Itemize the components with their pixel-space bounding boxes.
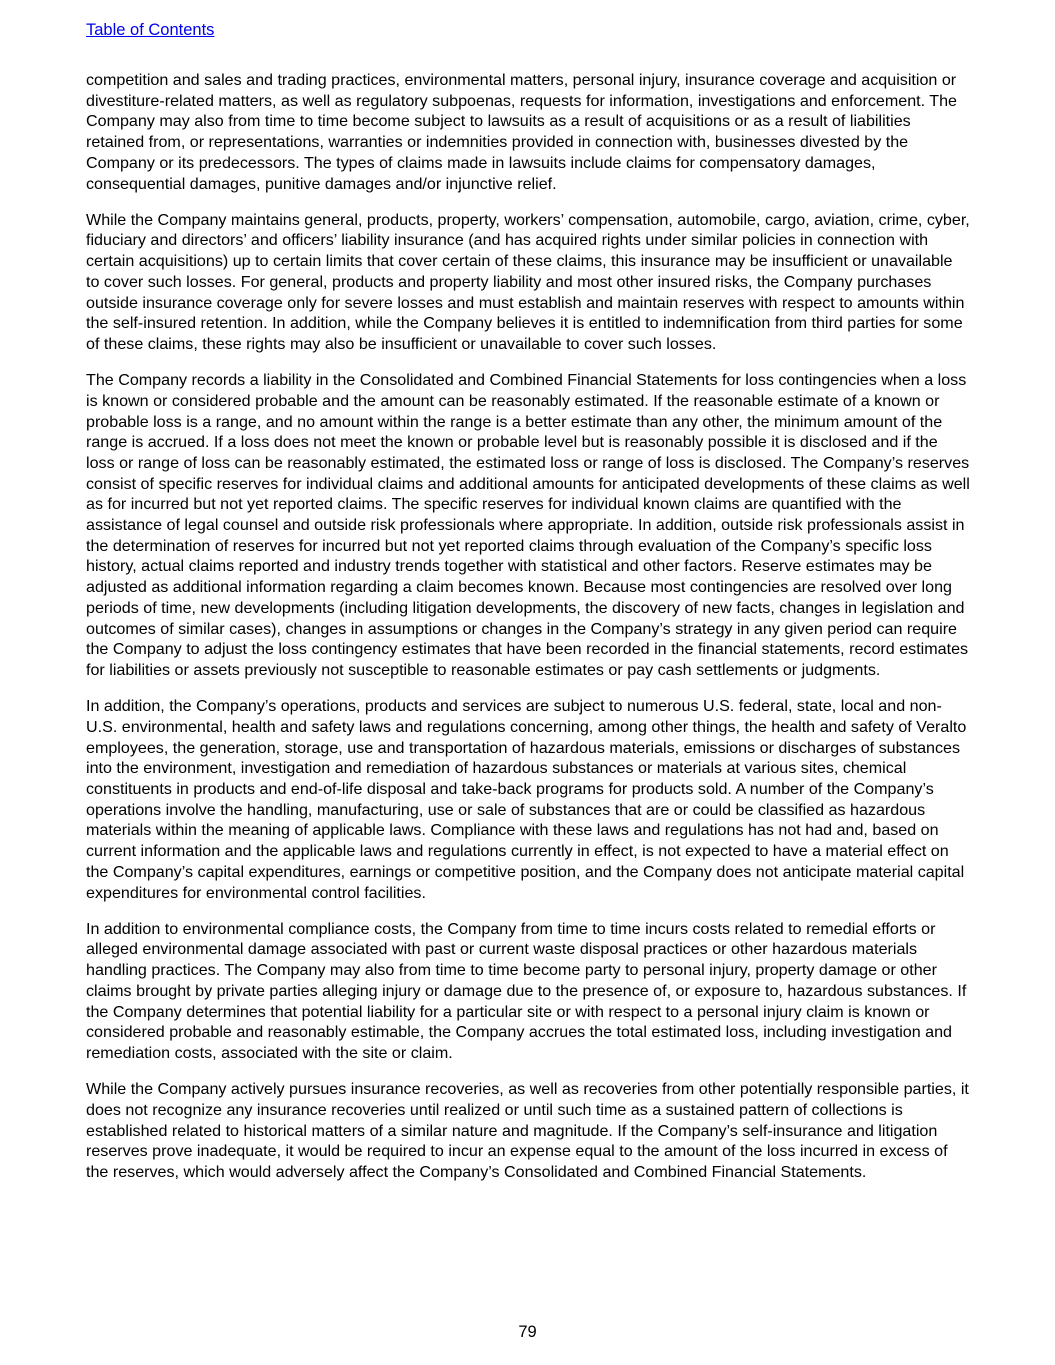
paragraph-loss-contingencies: The Company records a liability in the Consolidated and Combined Financial Statements for loss contingencies when a loss is known or considered probable and the amount can be reasonably estimated. If the reasonable estimate of a known or probable loss is a range, and no amount within the range is a better estimate than any other, the minimum amount of the range is accrued. If a loss does not meet the known or probable level but is reasonably possible it is disclosed and if the loss or range of loss can be reasonably estimated, the estimated loss or range of loss is disclosed. The Company’s reserves consist of specific reserves for individual claims and additional amounts for anticipated developments of these claims as well as for incurred but not yet reported claims. The specific reserves for individual known claims are quantified with the assistance of legal counsel and outside risk professionals where appropriate. In addition, outside risk professionals assist in the determination of reserves for incurred but not yet reported claims through evaluation of the Company’s specific loss history, actual claims reported and industry trends together with statistical and other factors. Reserve estimates may be adjusted as additional information regarding a claim becomes known. Because most contingencies are resolved over long periods of time, new developments (including litigation developments, the discovery of new facts, changes in legislation and outcomes of similar cases), changes in assumptions or changes in the Company’s strategy in any given period can require the Company to adjust the loss contingency estimates that have been recorded in the financial statements, record estimates for liabilities or assets previously not susceptible to reasonable estimates or pay cash settlements or judgments.: [86, 371, 970, 679]
page-number: 79: [518, 1323, 537, 1341]
paragraph-remediation-costs: In addition to environmental compliance costs, the Company from time to time incurs costs related to remedial efforts or alleged environmental damage associated with past or current waste disposal practices or other hazardous materials handling practices. The Company may also from time to time become party to personal injury, property damage or other claims brought by private parties alleging injury or damage due to the presence of, or exposure to, hazardous substances. If the Company determines that potential liability for a particular site or with respect to a personal injury claim is known or considered probable and reasonably estimable, the Company accrues the total estimated loss, including investigation and remediation costs, associated with the site or claim.: [86, 919, 967, 1062]
document-body: [86, 70, 970, 1198]
paragraph-insurance-coverage: While the Company maintains general, products, property, workers’ compensation, automobile, cargo, aviation, crime, cyber, fiduciary and directors’ and officers’ liability insurance (and has acquired rights under similar policies in connection with certain acquisitions) up to certain limits that cover certain of these claims, this insurance may be insufficient or unavailable to cover such losses. For general, products and property liability and most other insured risks, the Company purchases outside insurance coverage only for severe losses and must establish and maintain reserves with respect to amounts within the self-insured retention. In addition, while the Company believes it is entitled to indemnification from third parties for some of these claims, these rights may also be insufficient or unavailable to cover such losses.: [86, 210, 970, 353]
paragraph-environmental-regulations: In addition, the Company’s operations, products and services are subject to numerous U.S. federal, state, local and non-U.S. environmental, health and safety laws and regulations concerning, among other things, the health and safety of Veralto employees, the generation, storage, use and transportation of hazardous materials, emissions or discharges of substances into the environment, investigation and remediation of hazardous substances or materials at various sites, chemical constituents in products and end-of-life disposal and take-back programs for products sold. A number of the Company’s operations involve the handling, manufacturing, use or sale of substances that are or could be classified as hazardous materials within the meaning of applicable laws. Compliance with these laws and regulations has not had and, based on current information and the applicable laws and regulations currently in effect, is not expected to have a material effect on the Company’s capital expenditures, earnings or competitive position, and the Company does not anticipate material capital expenditures for environmental control facilities.: [86, 697, 967, 902]
table-of-contents-link[interactable]: Table of Contents: [86, 21, 215, 39]
paragraph-litigation-claims: competition and sales and trading practices, environmental matters, personal injury, insurance coverage and acquisition or divestiture-related matters, as well as regulatory subpoenas, requests for information, investigations and enforcement. The Company may also from time to time become subject to lawsuits as a result of acquisitions or as a result of liabilities retained from, or representations, warranties or indemnities provided in connection with, businesses divested by the Company or its predecessors. The types of claims made in lawsuits include claims for compensatory damages, consequential damages, punitive damages and/or injunctive relief.: [86, 71, 958, 193]
paragraph-insurance-recoveries: While the Company actively pursues insurance recoveries, as well as recoveries from other potentially responsible parties, it does not recognize any insurance recoveries until realized or until such time as a sustained pattern of collections is established related to historical matters of a similar nature and magnitude. If the Company’s self-insurance and litigation reserves prove inadequate, it would be required to incur an expense equal to the amount of the loss incurred in excess of the reserves, which would adversely affect the Company’s Consolidated and Combined Financial Statements.: [86, 1080, 969, 1181]
